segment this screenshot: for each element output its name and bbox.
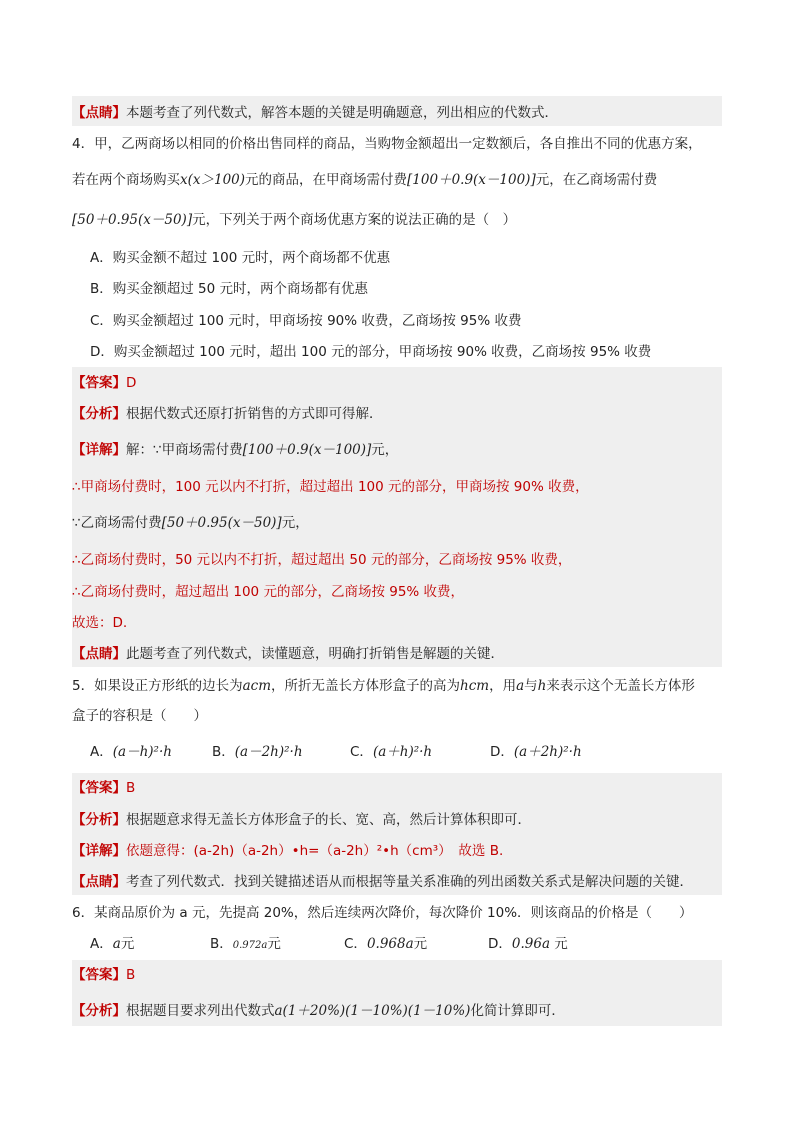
q5-option-a: A．(a－h)²·h [90, 744, 172, 760]
q4-stem-line2: 若在两个商场购买x(x＞100)元的商品，在甲商场需付费[100＋0.9(x－100)]元，在乙商场需付费 [72, 172, 658, 188]
q6-option-b: B．0.972a元 [210, 936, 281, 952]
q4-step3: ∴乙商场付费时，50 元以内不打折，超过超出 50 元的部分，乙商场按 95% 收费， [72, 552, 572, 568]
q4-analysis: 【分析】根据代数式还原打折销售的方式即可得解． [72, 406, 383, 422]
q5-dianjing: 【点睛】考查了列代数式．找到关键描述语从而根据等量关系准确的列出函数关系式是解决问题的关键． [72, 874, 693, 890]
q4-step1: ∴甲商场付费时，100 元以内不打折，超过超出 100 元的部分，甲商场按 90% 收费， [72, 479, 589, 495]
q4-option-b: B．购买金额超过 50 元时，两个商场都有优惠 [90, 281, 369, 297]
dianjing-tag: 【点睛】 [72, 105, 126, 121]
q5-option-b: B．(a－2h)²·h [212, 744, 303, 760]
q5-detail: 【详解】依题意得：(a-2h)（a-2h）•h=（a-2h）²•h（cm³） 故选 B. [72, 843, 504, 859]
q4-option-d: D．购买金额超过 100 元时，超出 100 元的部分，甲商场按 90% 收费，乙商场按 95% 收费 [90, 344, 652, 360]
q4-stem-line1: 4．甲，乙两商场以相同的价格出售同样的商品，当购物金额超出一定数额后，各自推出不同的优惠方案， [72, 136, 702, 152]
q4-stem-line3: [50＋0.95(x－50)]元，下列关于两个商场优惠方案的说法正确的是（ ） [72, 212, 517, 228]
q6-analysis: 【分析】根据题目要求列出代数式a(1＋20%)(1－10%)(1－10%)化简计算即可． [72, 1003, 565, 1019]
q4-option-a: A．购买金额不超过 100 元时，两个商场都不优惠 [90, 250, 391, 266]
dianjing-q3: 【点睛】本题考查了列代数式，解答本题的关键是明确题意，列出相应的代数式． [72, 105, 558, 121]
q5-option-c: C．(a＋h)²·h [350, 744, 433, 760]
q5-answer: 【答案】B [72, 780, 136, 796]
q6-answer: 【答案】B [72, 967, 136, 983]
q6-option-a: A．a元 [90, 936, 135, 952]
q4-step4: ∴乙商场付费时，超过超出 100 元的部分，乙商场按 95% 收费， [72, 584, 465, 600]
q4-option-c: C．购买金额超过 100 元时，甲商场按 90% 收费，乙商场按 95% 收费 [90, 313, 522, 329]
q6-stem: 6．某商品原价为 a 元，先提高 20%，然后连续两次降价，每次降价 10%．则该商品的价格是（ ） [72, 905, 693, 921]
q4-dianjing: 【点睛】此题考查了列代数式，读懂题意，明确打折销售是解题的关键． [72, 646, 504, 662]
q5-stem-line1: 5．如果设正方形纸的边长为acm，所折无盖长方体形盒子的高为hcm，用a与h来表示这个无盖长方体形 [72, 678, 695, 694]
q4-choose: 故选：D. [72, 615, 128, 631]
q5-option-d: D．(a＋2h)²·h [490, 744, 582, 760]
q4-answer: 【答案】D [72, 375, 137, 391]
q4-step2: ∵乙商场需付费[50＋0.95(x－50)]元， [72, 515, 309, 531]
q6-option-c: C．0.968a元 [344, 936, 428, 952]
q6-option-d: D．0.96a 元 [488, 936, 568, 952]
q4-detail: 【详解】解：∵甲商场需付费[100＋0.9(x－100)]元， [72, 442, 399, 458]
q5-stem-line2: 盒子的容积是（ ） [72, 708, 207, 724]
q5-analysis: 【分析】根据题意求得无盖长方体形盒子的长、宽、高，然后计算体积即可． [72, 812, 531, 828]
